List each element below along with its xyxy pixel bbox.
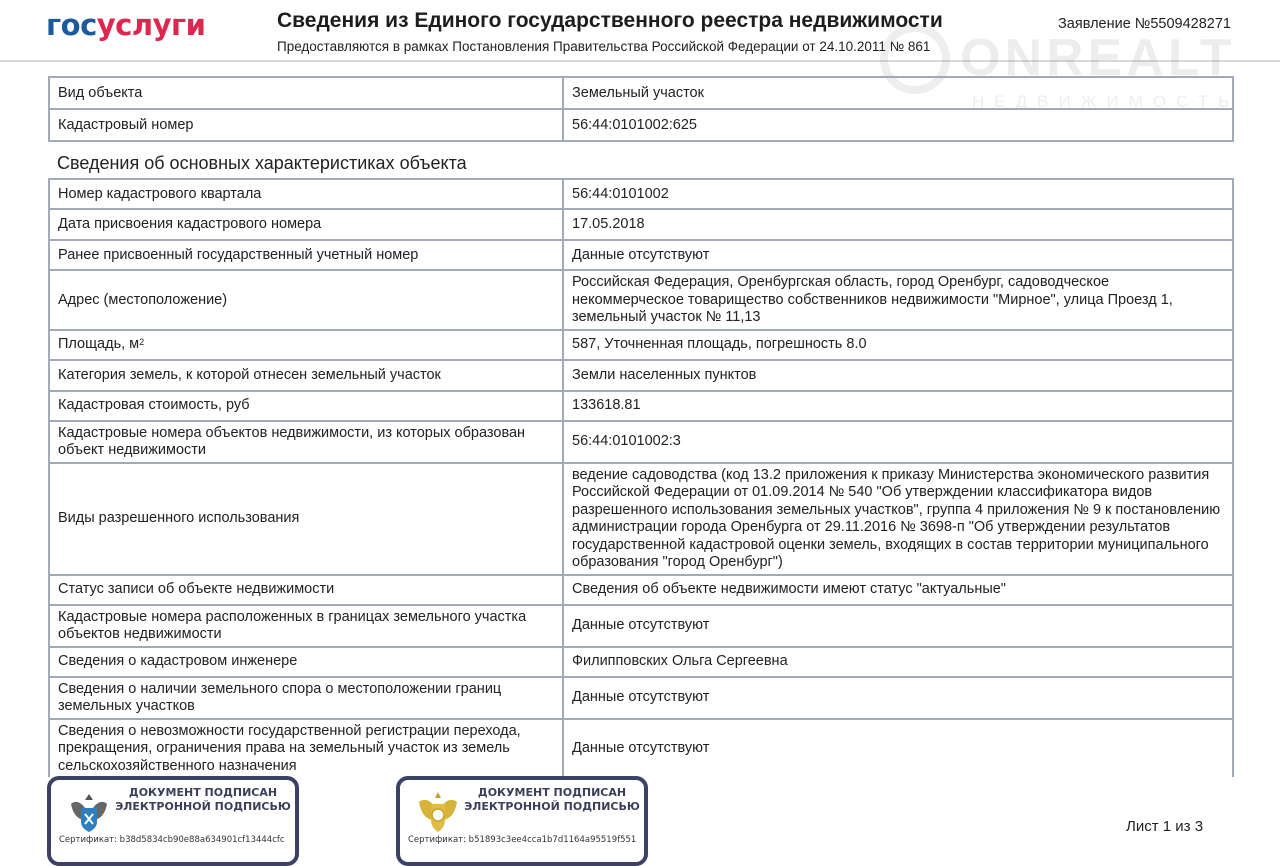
signature-stamp <box>396 776 648 866</box>
row-label: Кадастровые номера расположенных в границах земельного участка объектов недвижимости <box>49 605 563 647</box>
gosuslugi-logo[interactable] <box>46 8 205 42</box>
row-label: Виды разрешенного использования <box>49 463 563 575</box>
table-row <box>49 647 1233 677</box>
table-row <box>49 77 1233 109</box>
table-row <box>49 209 1233 240</box>
table-row <box>49 270 1233 330</box>
table-row <box>49 360 1233 391</box>
document-title: Сведения из Единого государственного реестра недвижимости <box>277 9 943 32</box>
object-summary-table <box>48 76 1234 142</box>
table-row <box>49 109 1233 141</box>
logo-part-gos: гос <box>46 8 97 42</box>
row-value: Данные отсутствуют <box>563 719 1233 778</box>
table-row <box>49 463 1233 575</box>
document-header <box>0 0 1280 62</box>
signature-stamp <box>47 776 299 866</box>
row-label: Кадастровые номера объектов недвижимости, из которых образован объект недвижимости <box>49 421 563 463</box>
table-row <box>49 421 1233 463</box>
row-label <box>49 330 563 360</box>
row-label-text: Площадь, м <box>58 336 140 353</box>
row-value: Данные отсутствуют <box>563 240 1233 270</box>
stamp-title: ДОКУМЕНТ ПОДПИСАН ЭЛЕКТРОННОЙ ПОДПИСЬЮ <box>464 786 640 813</box>
russia-coat-of-arms-icon <box>416 790 460 836</box>
logo-part-uslugi: услуги <box>96 8 206 42</box>
row-value: 56:44:0101002 <box>563 179 1233 209</box>
row-label: Сведения о кадастровом инженере <box>49 647 563 677</box>
row-label: Адрес (местоположение) <box>49 270 563 330</box>
row-label: Вид объекта <box>49 77 563 109</box>
table-row <box>49 391 1233 421</box>
row-value: 56:44:0101002:3 <box>563 421 1233 463</box>
table-row <box>49 719 1233 778</box>
row-label: Кадастровый номер <box>49 109 563 141</box>
section-title: Сведения об основных характеристиках объекта <box>57 153 467 173</box>
row-value: 56:44:0101002:625 <box>563 109 1233 141</box>
table-row <box>49 179 1233 209</box>
table-row <box>49 330 1233 360</box>
row-value: Земельный участок <box>563 77 1233 109</box>
row-value: ведение садоводства (код 13.2 приложения к приказу Министерства экономического развития Российской Федерации от 01.09.2014 № 540 "Об утверждении классификатора видов разрешенного использования земельных участков", группа 4 приложения № 9 к постановлению администрации города Оренбурга от 29.11.2016 № 3698-п "Об утверждении результатов государственной кадастровой оценки земель, входящих в состав территории муниципального образования "город Оренбург") <box>563 463 1233 575</box>
row-label: Дата присвоения кадастрового номера <box>49 209 563 240</box>
document-subtitle: Предоставляются в рамках Постановления Правительства Российской Федерации от 24.10.2011 № 861 <box>277 39 931 54</box>
row-value: 587, Уточненная площадь, погрешность 8.0 <box>563 330 1233 360</box>
row-label: Сведения о невозможности государственной регистрации перехода, прекращения, ограничения права на земельный участок из земель сельскохозяйственного назначения <box>49 719 563 778</box>
row-label: Кадастровая стоимость, руб <box>49 391 563 421</box>
row-label: Номер кадастрового квартала <box>49 179 563 209</box>
row-value: Данные отсутствуют <box>563 605 1233 647</box>
table-row <box>49 240 1233 270</box>
certificate-number: Сертификат: b51893c3ee4cca1b7d1164a95519f551 <box>408 835 637 845</box>
stamp-title: ДОКУМЕНТ ПОДПИСАН ЭЛЕКТРОННОЙ ПОДПИСЬЮ <box>115 786 291 813</box>
table-row <box>49 575 1233 605</box>
row-label: Статус записи об объекте недвижимости <box>49 575 563 605</box>
row-label: Ранее присвоенный государственный учетный номер <box>49 240 563 270</box>
superscript: 2 <box>139 337 145 348</box>
watermark-subtext: НЕДВИЖИМОСТЬ <box>972 92 1240 111</box>
row-value: 17.05.2018 <box>563 209 1233 240</box>
row-value: Земли населенных пунктов <box>563 360 1233 391</box>
page-counter: Лист 1 из 3 <box>1126 818 1204 835</box>
row-value: Данные отсутствуют <box>563 677 1233 719</box>
row-value: Сведения об объекте недвижимости имеют статус "актуальные" <box>563 575 1233 605</box>
row-value: Филипповских Ольга Сергеевна <box>563 647 1233 677</box>
row-label: Сведения о наличии земельного спора о местоположении границ земельных участков <box>49 677 563 719</box>
watermark-text: ONREALT <box>960 29 1236 87</box>
table-row <box>49 677 1233 719</box>
row-value: Российская Федерация, Оренбургская область, город Оренбург, садоводческое некоммерческое товарищество собственников недвижимости "Мирное", улица Проезд 1, земельный участок № 11,13 <box>563 270 1233 330</box>
application-number: Заявление №5509428271 <box>1058 16 1231 32</box>
certificate-number: Сертификат: b38d5834cb90e88a634901cf13444cfc <box>59 835 285 845</box>
characteristics-table <box>48 178 1234 777</box>
rosreestr-emblem-icon <box>67 790 111 836</box>
row-value: 133618.81 <box>563 391 1233 421</box>
table-row <box>49 605 1233 647</box>
row-label: Категория земель, к которой отнесен земельный участок <box>49 360 563 391</box>
